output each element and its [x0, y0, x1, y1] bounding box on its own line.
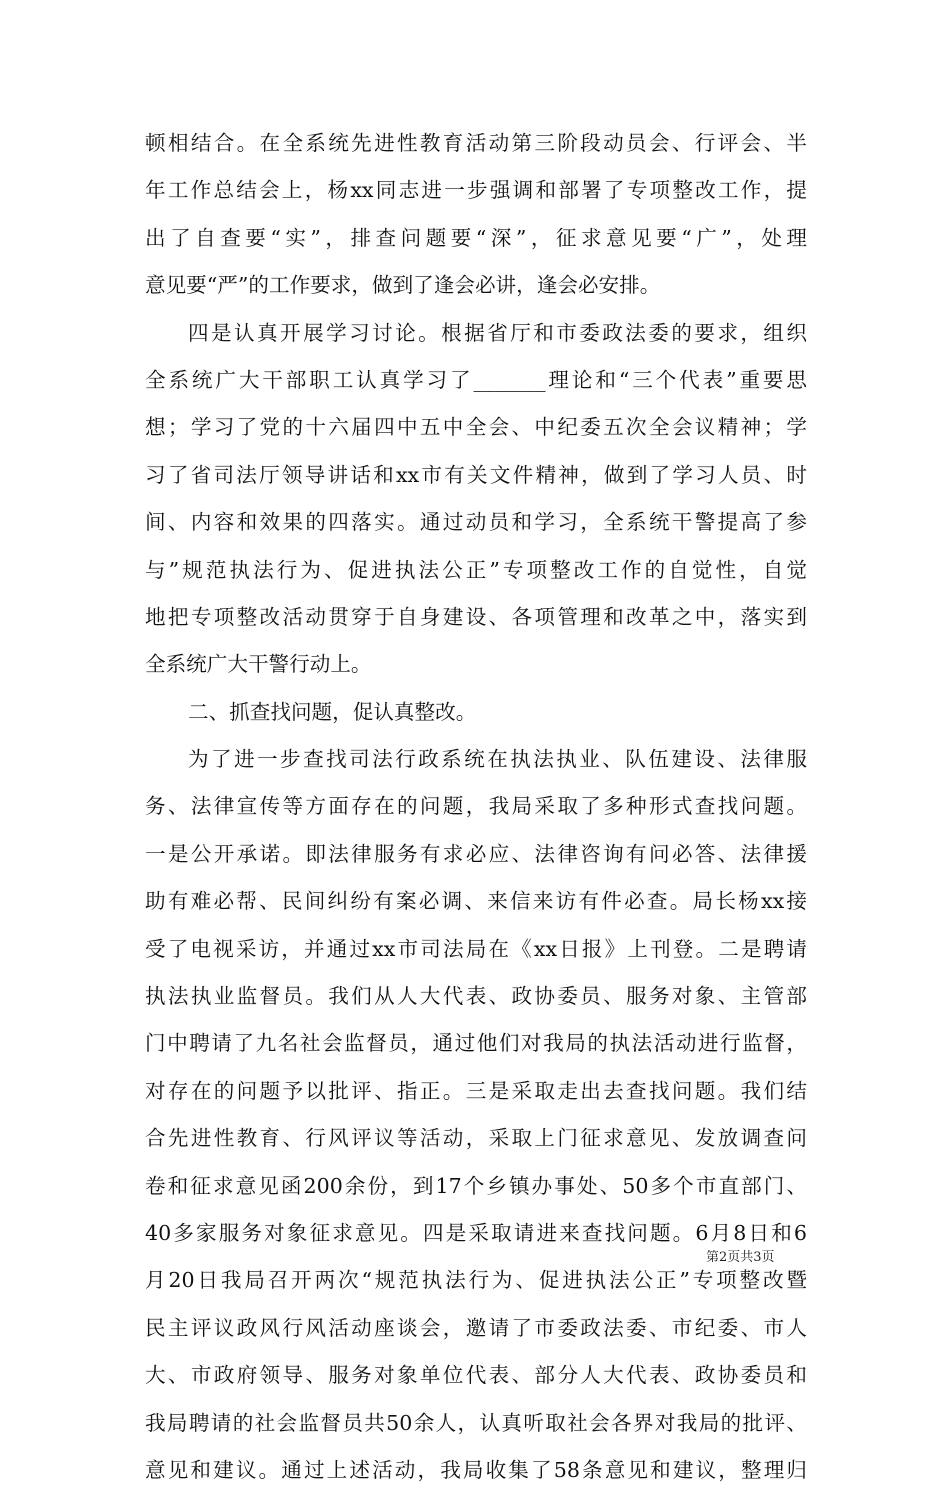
text-line: 出了自查要“实”，排查问题要“深”，征求意见要“广”，处理	[145, 225, 807, 250]
text-line: 意见要“严”的工作要求，做到了逢会必讲，逢会必安排。	[145, 273, 661, 298]
text-line: 地把专项整改活动贯穿于自身建设、各项管理和改革之中，落实到	[145, 604, 807, 629]
text-line: 合先进性教育、行风评议等活动，采取上门征求意见、发放调查问	[145, 1126, 807, 1151]
text-line: 全系统广大干部职工认真学习了_______理论和“三个代表”重要思	[145, 367, 807, 392]
text-line: 大、市政府领导、服务对象单位代表、部分人大代表、政协委员和	[145, 1363, 807, 1388]
page-number: 第2页共3页	[706, 1250, 775, 1265]
text-line: 想；学习了党的十六届四中五中全会、中纪委五次全会议精神；学	[145, 415, 807, 440]
text-line: 务、法律宣传等方面存在的问题，我局采取了多种形式查找问题。	[145, 794, 807, 819]
text-line: 民主评议政风行风活动座谈会，邀请了市委政法委、市纪委、市人	[145, 1315, 807, 1340]
text-line: 一是公开承诺。即法律服务有求必应、法律咨询有问必答、法律援	[145, 841, 807, 866]
text-line: 年工作总结会上，杨xx同志进一步强调和部署了专项整改工作，提	[145, 178, 807, 203]
text-line: 与”规范执法行为、促进执法公正”专项整改工作的自觉性，自觉	[145, 557, 807, 582]
text-line: 间、内容和效果的四落实。通过动员和学习，全系统干警提高了参	[145, 510, 807, 535]
text-line: 月20日我局召开两次“规范执法行为、促进执法公正”专项整改暨	[145, 1268, 807, 1293]
text-line: 为了进一步查找司法行政系统在执法执业、队伍建设、法律服	[188, 747, 807, 772]
text-line: 我局聘请的社会监督员共50余人，认真听取社会各界对我局的批评、	[145, 1410, 807, 1435]
text-line: 习了省司法厅领导讲话和xx市有关文件精神，做到了学习人员、时	[145, 462, 807, 487]
text-line: 全系统广大干警行动上。	[145, 652, 372, 677]
text-line: 卷和征求意见函200余份，到17个乡镇办事处、50多个市直部门、	[145, 1173, 807, 1198]
text-line: 受了电视采访，并通过xx市司法局在《xx日报》上刊登。二是聘请	[145, 936, 807, 961]
text-line: 40多家服务对象征求意见。四是采取请进来查找问题。6月8日和6	[145, 1220, 807, 1245]
text-line: 执法执业监督员。我们从人大代表、政协委员、服务对象、主管部	[145, 984, 807, 1009]
text-line: 门中聘请了九名社会监督员，通过他们对我局的执法活动进行监督，	[145, 1031, 807, 1056]
text-line: 对存在的问题予以批评、指正。三是采取走出去查找问题。我们结	[145, 1078, 807, 1103]
text-line: 顿相结合。在全系统先进性教育活动第三阶段动员会、行评会、半	[145, 131, 807, 155]
text-line: 四是认真开展学习讨论。根据省厅和市委政法委的要求，组织	[188, 320, 807, 345]
document-body	[145, 120, 807, 1494]
section-heading: 二、抓查找问题，促认真整改。	[188, 699, 477, 724]
text-line: 意见和建议。通过上述活动，我局收集了58条意见和建议，整理归	[145, 1457, 807, 1482]
text-line: 助有难必帮、民间纠纷有案必调、来信来访有件必查。局长杨xx接	[145, 889, 807, 914]
